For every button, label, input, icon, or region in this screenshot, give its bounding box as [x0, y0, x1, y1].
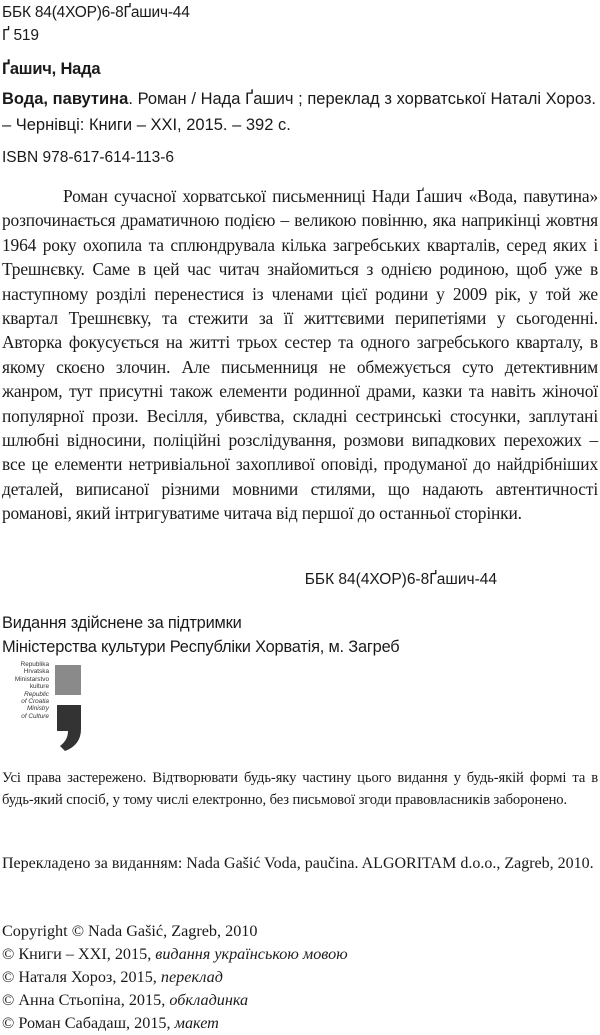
author-index: Ґ 519 — [2, 27, 39, 44]
annotation-bbk-code: ББК 84(4ХОР)6-8Ґашич-44 — [304, 571, 497, 588]
copyright-line: © Роман Сабадаш, 2015, макет — [2, 1014, 219, 1032]
support-line-1: Видання здійснене за підтримки — [2, 614, 242, 632]
support-note — [2, 611, 598, 659]
isbn: ISBN 978-617-614-113-6 — [2, 149, 175, 166]
copyright-line: © Книги – ХХІ, 2015, видання українською мовою — [2, 945, 348, 963]
bibliographic-details: . Роман / Нада Ґашич ; переклад з хорватської Наталі Хороз. – Чернівці: Книги – ХХІ, 2015. – 392 с. — [2, 90, 596, 134]
support-line-2: Міністерства культури Республіки Хорватія, м. Загреб — [2, 638, 400, 656]
bibliographic-description — [2, 86, 596, 138]
logo-line: Hrvatska — [23, 668, 49, 676]
copyright-list — [2, 920, 348, 1035]
annotation-text: Роман сучасної хорватської письменниці Нади Ґашич «Вода, павутина» розпочинається драматичною подією – великою повінню, яка наприкінці жовтня 1964 року охопила та сплюндрувала кілька загребських кварталів, серед яких і Трешнєвку. Саме в цей час читач знайомиться з однією родиною, щоб уже в наступному розділі перенестися із членами цієї родини у 2009 рік, у той же квартал Трешнєвку, та стежити за її життєвими перипетіями у сьогоденні. Авторка фокусується на житті трьох сестер та одного загребського кварталу, в якому скоєно злочин. Але письменниця не обмежується суто детективним жанром, тут присутні також елементи родинної драми, казки та навіть жіночої популярної прози. Весілля, убивства, складні сестринські стосунки, заплутані шлюбні відносини, поліційні розслідування, розмови випадкових перехожих – все це елементи нетривіальної захопливої оповіді, продуманої до найдрібніших деталей, виписаної різними мовними стилями, що надають автентичності романові, який інтригуватиме читача від першої до останньої сторінки. — [2, 186, 598, 524]
logo-line: of Culture — [21, 712, 49, 720]
logo-line: Republic — [24, 690, 49, 698]
book-title: Вода, павутина — [2, 90, 129, 108]
logo-line: Republika — [20, 661, 49, 668]
logo-line: Ministry — [26, 705, 49, 713]
copyright-line: © Анна Стьопіна, 2015, обкладинка — [2, 991, 249, 1009]
logo-bar — [55, 665, 81, 695]
copyright-line: Copyright © Nada Gašić, Zagreb, 2010 — [2, 922, 258, 940]
logo-line: of Croatia — [21, 698, 49, 706]
author-name: Ґашич, Нада — [2, 60, 101, 78]
copyright-line: © Наталя Хороз, 2015, переклад — [2, 968, 223, 986]
rights-notice: Усі права застережено. Відтворювати будь-яку частину цього видання у будь-якій формі та в будь-який спосіб, у тому числі електронно, без письмової згоди правовласників заборонено. — [2, 770, 598, 808]
logo-line: kulture — [29, 683, 49, 691]
bbk-code: ББК 84(4ХОР)6-8Ґашич-44 — [2, 4, 190, 21]
logo-comma — [57, 705, 81, 751]
semicolon-logo-icon — [51, 663, 85, 753]
logo-line: Ministarstvo — [14, 675, 49, 683]
translated-from: Перекладено за виданням: Nada Gašić Voda, paučina. ALGORITAM d.o.o., Zagreb, 2010. — [2, 855, 594, 872]
ministry-logo — [2, 661, 92, 753]
ministry-logo-text — [5, 661, 49, 720]
